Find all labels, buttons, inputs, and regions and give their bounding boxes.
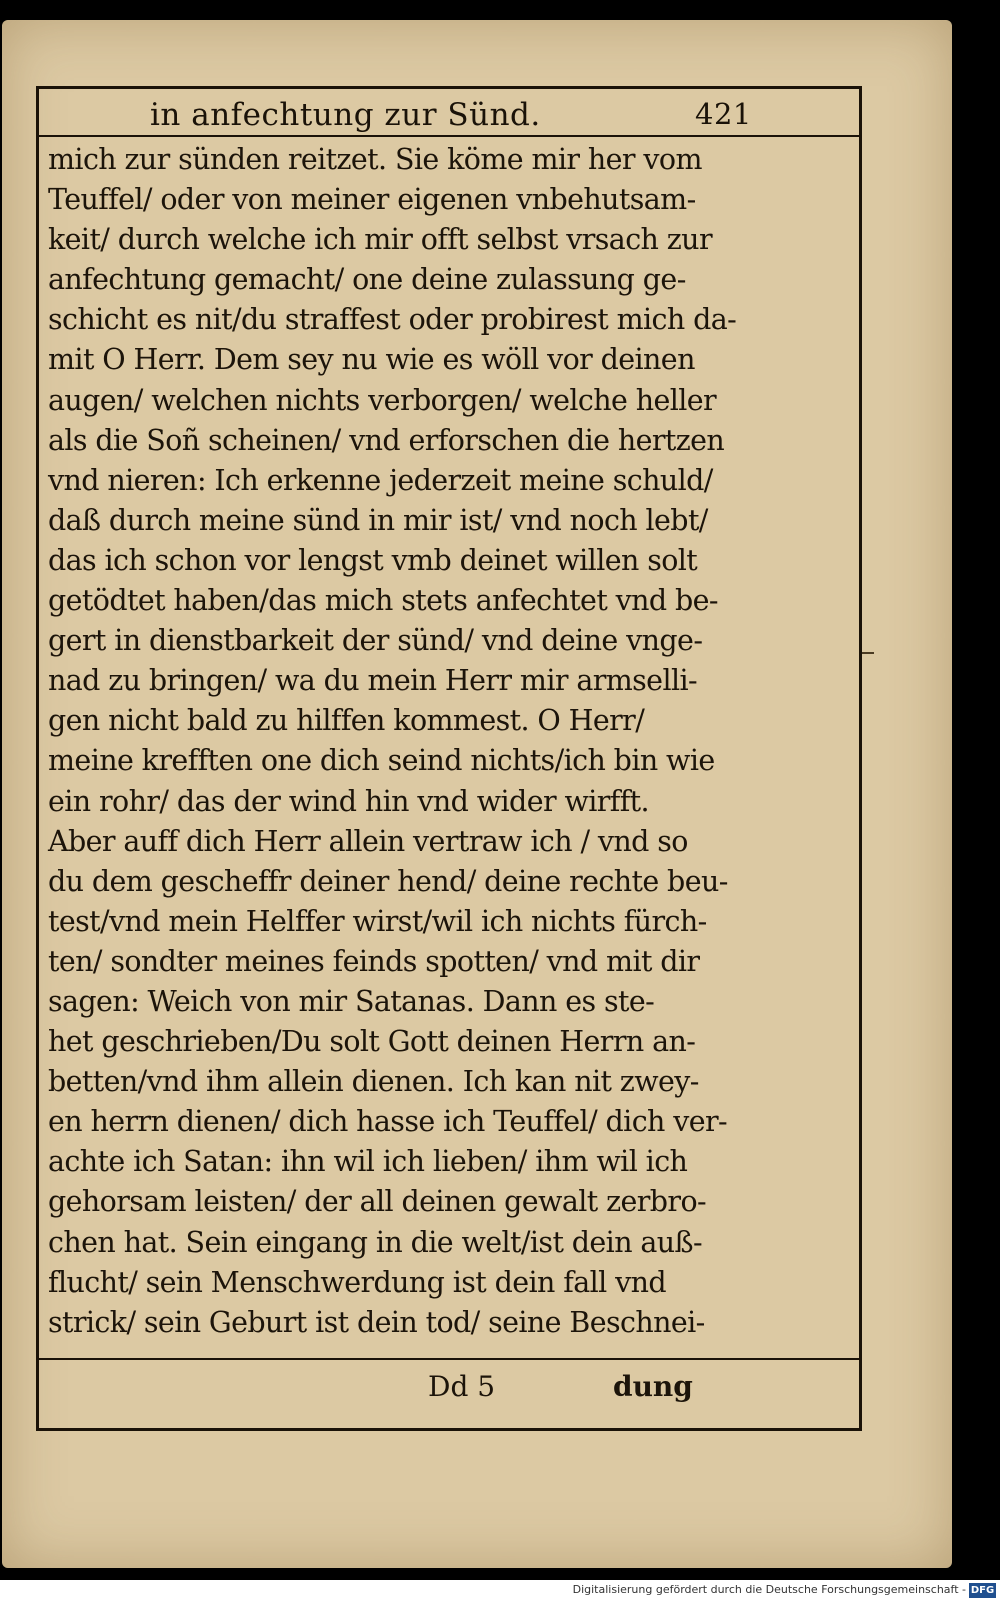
text-line: betten/vnd ihm allein dienen. Ich kan nit zwey- — [48, 1065, 699, 1099]
head-rule — [36, 135, 862, 137]
text-line: achte ich Satan: ihn wil ich lieben/ ihm wil ich — [48, 1145, 688, 1179]
text-line: du dem gescheffr deiner hend/ deine rechte beu- — [48, 864, 728, 898]
running-head-title: in anfechtung zur Sünd. — [150, 97, 541, 133]
text-line: anfechtung gemacht/ one deine zulassung ge- — [48, 263, 686, 297]
text-line: ein rohr/ das der wind hin vnd wider wirfft. — [48, 784, 649, 818]
text-line: sagen: Weich von mir Satanas. Dann es ste- — [48, 984, 655, 1018]
text-line: gehorsam leisten/ der all deinen gewalt zerbro- — [48, 1185, 707, 1219]
text-line: gert in dienstbarkeit der sünd/ vnd deine vnge- — [48, 624, 703, 658]
text-line: chen hat. Sein eingang in die welt/ist dein auß- — [48, 1225, 703, 1259]
text-line: das ich schon vor lengst vmb deinet willen solt — [48, 543, 698, 577]
text-line: mit O Herr. Dem sey nu wie es wöll vor deinen — [48, 343, 695, 377]
text-line: Teuffel/ oder von meiner eigenen vnbehutsam- — [48, 183, 696, 217]
dfg-logo-icon[interactable]: DFG — [970, 1585, 995, 1596]
digitization-footer — [0, 1580, 1000, 1602]
text-line: getödtet haben/das mich stets anfechtet vnd be- — [48, 584, 718, 618]
text-line: daß durch meine sünd in mir ist/ vnd noch lebt/ — [48, 503, 708, 537]
text-line: flucht/ sein Menschwerdung ist dein fall vnd — [48, 1265, 666, 1299]
text-line: Aber auff dich Herr allein vertraw ich / vnd so — [48, 824, 688, 858]
page-number: 421 — [695, 97, 752, 131]
text-line: en herrn dienen/ dich hasse ich Teuffel/ dich ver- — [48, 1105, 728, 1139]
text-line: augen/ welchen nichts verborgen/ welche heller — [48, 383, 717, 417]
text-line: test/vnd mein Helffer wirst/wil ich nichts fürch- — [48, 904, 707, 938]
text-line: nad zu bringen/ wa du mein Herr mir armselli- — [48, 664, 698, 698]
running-head — [70, 95, 790, 135]
signature-mark: Dd 5 — [428, 1370, 496, 1403]
margin-mark — [862, 652, 874, 654]
text-line: strick/ sein Geburt ist dein tod/ seine Beschnei- — [48, 1305, 705, 1339]
text-line: het geschrieben/Du solt Gott deinen Herrn an- — [48, 1025, 696, 1059]
funding-credit: Digitalisierung gefördert durch die Deutsche Forschungsgemeinschaft - — [572, 1583, 966, 1596]
text-line: ten/ sondter meines feinds spotten/ vnd mit dir — [48, 944, 700, 978]
bottom-rule — [36, 1428, 862, 1431]
page-footer-line — [48, 1360, 693, 1420]
text-line: vnd nieren: Ich erkenne jederzeit meine schuld/ — [48, 463, 713, 497]
text-line: meine krefften one dich seind nichts/ich bin wie — [48, 744, 715, 778]
text-line: als die Soñ scheinen/ vnd erforschen die hertzen — [48, 423, 725, 457]
top-rule — [36, 86, 862, 89]
body-text — [48, 140, 737, 1343]
text-line: gen nicht bald zu hilffen kommest. O Herr/ — [48, 704, 645, 738]
text-line: schicht es nit/du straffest oder probirest mich da- — [48, 303, 737, 337]
text-line: keit/ durch welche ich mir offt selbst vrsach zur — [48, 223, 712, 257]
text-line: mich zur sünden reitzet. Sie köme mir her vom — [48, 143, 702, 176]
catchword: dung — [613, 1370, 693, 1403]
